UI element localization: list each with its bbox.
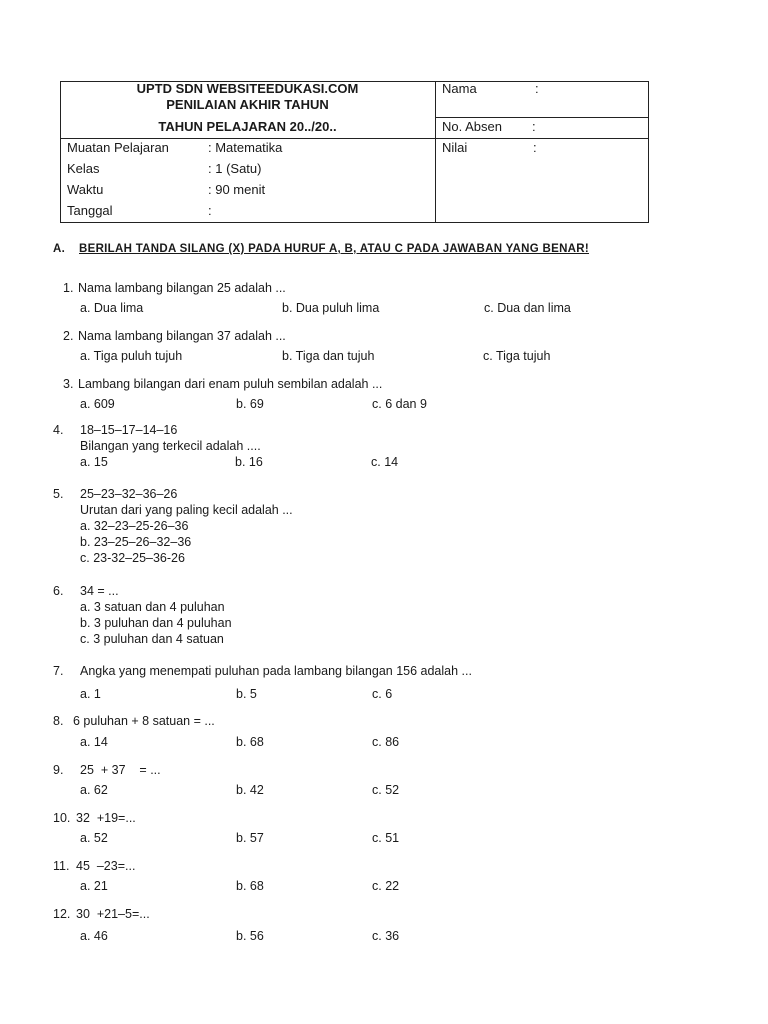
- option-b: b. Tiga dan tujuh: [282, 349, 375, 363]
- time-label: Waktu: [67, 182, 104, 197]
- question-number: 5.: [53, 487, 64, 501]
- question-number: 7.: [53, 664, 64, 678]
- school-name: UPTD SDN WEBSITEEDUKASI.COM: [136, 81, 359, 96]
- section-letter: A.: [53, 243, 66, 255]
- date-label: Tanggal: [67, 203, 113, 218]
- option-b: b. Dua puluh lima: [282, 301, 380, 315]
- option-a: a. 52: [80, 831, 108, 845]
- option-b: b. 57: [236, 831, 264, 845]
- option-c: c. 3 puluhan dan 4 satuan: [80, 632, 224, 646]
- option-a: a. Dua lima: [80, 301, 144, 315]
- option-c: c. 86: [372, 735, 400, 749]
- time-value: : 90 menit: [208, 182, 266, 197]
- question-subtext: Urutan dari yang paling kecil adalah ...: [80, 503, 293, 517]
- question-text: 25–23–32–36–26: [80, 487, 178, 501]
- class-value: : 1 (Satu): [208, 161, 262, 176]
- section-instruction: BERILAH TANDA SILANG (X) PADA HURUF A, B, ATAU C PADA JAWABAN YANG BENAR!: [79, 243, 590, 255]
- option-a: a. 15: [80, 455, 108, 469]
- question-number: 11.: [53, 859, 70, 873]
- option-c: c. 6: [372, 687, 393, 701]
- question-text: 34 = ...: [80, 584, 119, 598]
- question-number: 2.: [63, 329, 74, 343]
- exam-title: PENILAIAN AKHIR TAHUN: [166, 97, 329, 112]
- question-text: Nama lambang bilangan 25 adalah ...: [78, 281, 286, 295]
- option-b: b. 69: [236, 397, 264, 411]
- option-a: a. 609: [80, 397, 115, 411]
- option-b: b. 68: [236, 735, 264, 749]
- question-number: 3.: [63, 377, 74, 391]
- question-text: Nama lambang bilangan 37 adalah ...: [78, 329, 286, 343]
- option-b: b. 56: [236, 929, 264, 943]
- header-divider-right: [435, 117, 649, 118]
- question-text: 32 +19=...: [76, 811, 136, 825]
- option-a: a. Tiga puluh tujuh: [80, 349, 183, 363]
- option-c: c. 23-32–25–36-26: [80, 551, 185, 565]
- date-value: :: [208, 203, 212, 218]
- option-b: b. 42: [236, 783, 264, 797]
- option-b: b. 3 puluhan dan 4 puluhan: [80, 616, 232, 630]
- nama-colon: :: [535, 81, 539, 96]
- option-c: c. 22: [372, 879, 400, 893]
- class-label: Kelas: [67, 161, 100, 176]
- question-subtext: Bilangan yang terkecil adalah ....: [80, 439, 261, 453]
- absen-label: No. Absen: [442, 119, 502, 134]
- option-c: c. 52: [372, 783, 400, 797]
- option-a: a. 46: [80, 929, 108, 943]
- option-c: c. Dua dan lima: [484, 301, 571, 315]
- question-text: 45 –23=...: [76, 859, 136, 873]
- subject-label: Muatan Pelajaran: [67, 140, 169, 155]
- question-text: 18–15–17–14–16: [80, 423, 178, 437]
- option-b: b. 16: [235, 455, 263, 469]
- option-a: a. 14: [80, 735, 108, 749]
- option-a: a. 21: [80, 879, 108, 893]
- option-a: a. 1: [80, 687, 101, 701]
- subject-value: : Matematika: [208, 140, 283, 155]
- question-number: 8.: [53, 714, 64, 728]
- question-number: 6.: [53, 584, 64, 598]
- nama-label: Nama: [442, 81, 477, 96]
- question-text: 30 +21–5=...: [76, 907, 150, 921]
- option-a: a. 32–23–25-26–36: [80, 519, 189, 533]
- header-divider-horizontal: [60, 138, 649, 139]
- question-number: 10.: [53, 811, 71, 825]
- absen-colon: :: [532, 119, 536, 134]
- question-number: 12.: [53, 907, 71, 921]
- option-b: b. 23–25–26–32–36: [80, 535, 192, 549]
- option-c: c. 14: [371, 455, 399, 469]
- option-a: a. 62: [80, 783, 108, 797]
- question-text: Angka yang menempati puluhan pada lambang bilangan 156 adalah ...: [80, 664, 472, 678]
- question-number: 4.: [53, 423, 64, 437]
- option-c: c. 51: [372, 831, 400, 845]
- question-text: 25 + 37 = ...: [80, 763, 161, 777]
- option-a: a. 3 satuan dan 4 puluhan: [80, 600, 225, 614]
- question-text: 6 puluhan + 8 satuan = ...: [73, 714, 215, 728]
- header-divider-vertical: [435, 81, 436, 223]
- option-c: c. 36: [372, 929, 400, 943]
- nilai-colon: :: [533, 140, 537, 155]
- option-c: c. Tiga tujuh: [483, 349, 551, 363]
- question-number: 1.: [63, 281, 74, 295]
- question-number: 9.: [53, 763, 64, 777]
- option-c: c. 6 dan 9: [372, 397, 427, 411]
- nilai-label: Nilai: [442, 140, 468, 155]
- academic-year: TAHUN PELAJARAN 20../20..: [158, 119, 337, 134]
- question-text: Lambang bilangan dari enam puluh sembilan adalah ...: [78, 377, 383, 391]
- option-b: b. 68: [236, 879, 264, 893]
- option-b: b. 5: [236, 687, 257, 701]
